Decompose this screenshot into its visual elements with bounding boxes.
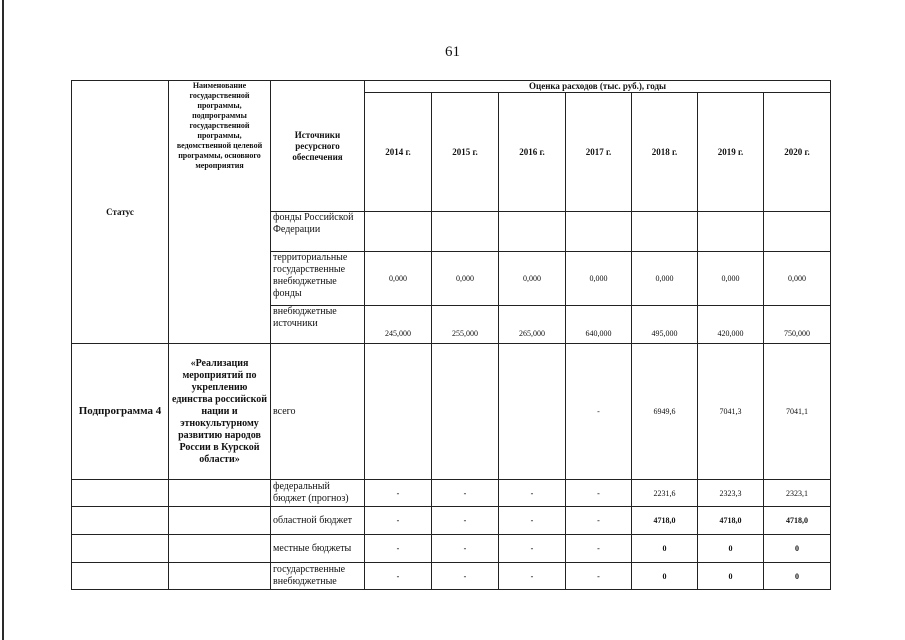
table-cell: 640,000 [566,306,632,344]
table-cell [365,344,432,480]
table-cell: - [365,535,432,563]
table-cell: 0,000 [432,252,499,306]
table-cell: - [566,535,632,563]
table-cell: - [499,563,566,590]
year-2018: 2018 г. [632,93,698,212]
table-cell: - [432,563,499,590]
subprogram-name: «Реализация мероприятий по укреплению единства российской нации и этнокультурному развитию народов России в Курской области» [169,344,271,480]
table-cell: - [432,480,499,507]
table-cell: - [365,507,432,535]
table-cell: 0,000 [698,252,764,306]
source-label: федеральный бюджет (прогноз) [271,480,365,507]
table-cell: 2231,6 [632,480,698,507]
table-cell [365,212,432,252]
empty-cell [169,535,271,563]
table-cell: 7041,3 [698,344,764,480]
table-cell: 2323,1 [764,480,831,507]
empty-cell [72,480,169,507]
table-cell: - [566,507,632,535]
table-cell: 0 [764,563,831,590]
source-label: фонды Российской Федерации [271,212,365,252]
table-cell: 0 [632,535,698,563]
table-cell [499,344,566,480]
empty-cell [169,563,271,590]
table-cell: 0,000 [499,252,566,306]
table-cell: - [566,344,632,480]
table-row [72,507,831,535]
table-cell: 0 [764,535,831,563]
header-estimate: Оценка расходов (тыс. руб.), годы [365,81,831,93]
year-2014: 2014 г. [365,93,432,212]
year-2020: 2020 г. [764,93,831,212]
table-cell [632,212,698,252]
table-row [72,535,831,563]
table-cell: - [566,563,632,590]
page-number: 61 [445,44,460,60]
source-label: государственные внебюджетные [271,563,365,590]
table-cell: 0,000 [365,252,432,306]
table-row [72,344,831,480]
table-cell: - [566,480,632,507]
year-2015: 2015 г. [432,93,499,212]
source-label: внебюджетные источники [271,306,365,344]
table-cell [698,212,764,252]
table-cell: 0,000 [632,252,698,306]
source-label: всего [271,344,365,480]
header-sources: Источники ресурсного обеспечения [271,81,365,212]
year-2019: 2019 г. [698,93,764,212]
table-cell: - [499,507,566,535]
table-row [72,480,831,507]
resource-estimate-table [71,80,831,590]
table-cell: - [432,535,499,563]
table-cell: 0 [698,563,764,590]
table-cell [432,212,499,252]
table-cell [499,212,566,252]
table-cell: - [365,563,432,590]
year-2016: 2016 г. [499,93,566,212]
table-row [72,563,831,590]
table-cell: 4718,0 [632,507,698,535]
table-cell: 0,000 [764,252,831,306]
empty-cell [169,507,271,535]
table-cell: 4718,0 [698,507,764,535]
table-cell: 6949,6 [632,344,698,480]
empty-cell [72,535,169,563]
table-cell: - [499,480,566,507]
table-cell: 245,000 [365,306,432,344]
table-cell: 7041,1 [764,344,831,480]
table-cell: 495,000 [632,306,698,344]
source-label: местные бюджеты [271,535,365,563]
table-cell [764,212,831,252]
header-status: Статус [72,81,169,344]
empty-cell [169,480,271,507]
table-cell: 0,000 [566,252,632,306]
subprogram-status: Подпрограмма 4 [72,344,169,480]
table-cell: - [499,535,566,563]
table-cell: 2323,3 [698,480,764,507]
scan-page-edge [2,0,4,640]
table-cell: - [432,507,499,535]
source-label: областной бюджет [271,507,365,535]
table-cell: 0 [632,563,698,590]
table-cell: - [365,480,432,507]
table-cell: 0 [698,535,764,563]
table-cell: 420,000 [698,306,764,344]
table-cell [432,344,499,480]
empty-cell [72,563,169,590]
table-cell: 4718,0 [764,507,831,535]
header-program-name: Наименование государственной программы, подпрограммы государственной программы, ведомственной целевой программы, основного мероприятия [169,81,271,344]
table-cell [566,212,632,252]
table-cell: 255,000 [432,306,499,344]
empty-cell [72,507,169,535]
table-cell: 750,000 [764,306,831,344]
table-cell: 265,000 [499,306,566,344]
source-label: территориальные государственные внебюджетные фонды [271,252,365,306]
header-row [72,81,831,93]
year-2017: 2017 г. [566,93,632,212]
